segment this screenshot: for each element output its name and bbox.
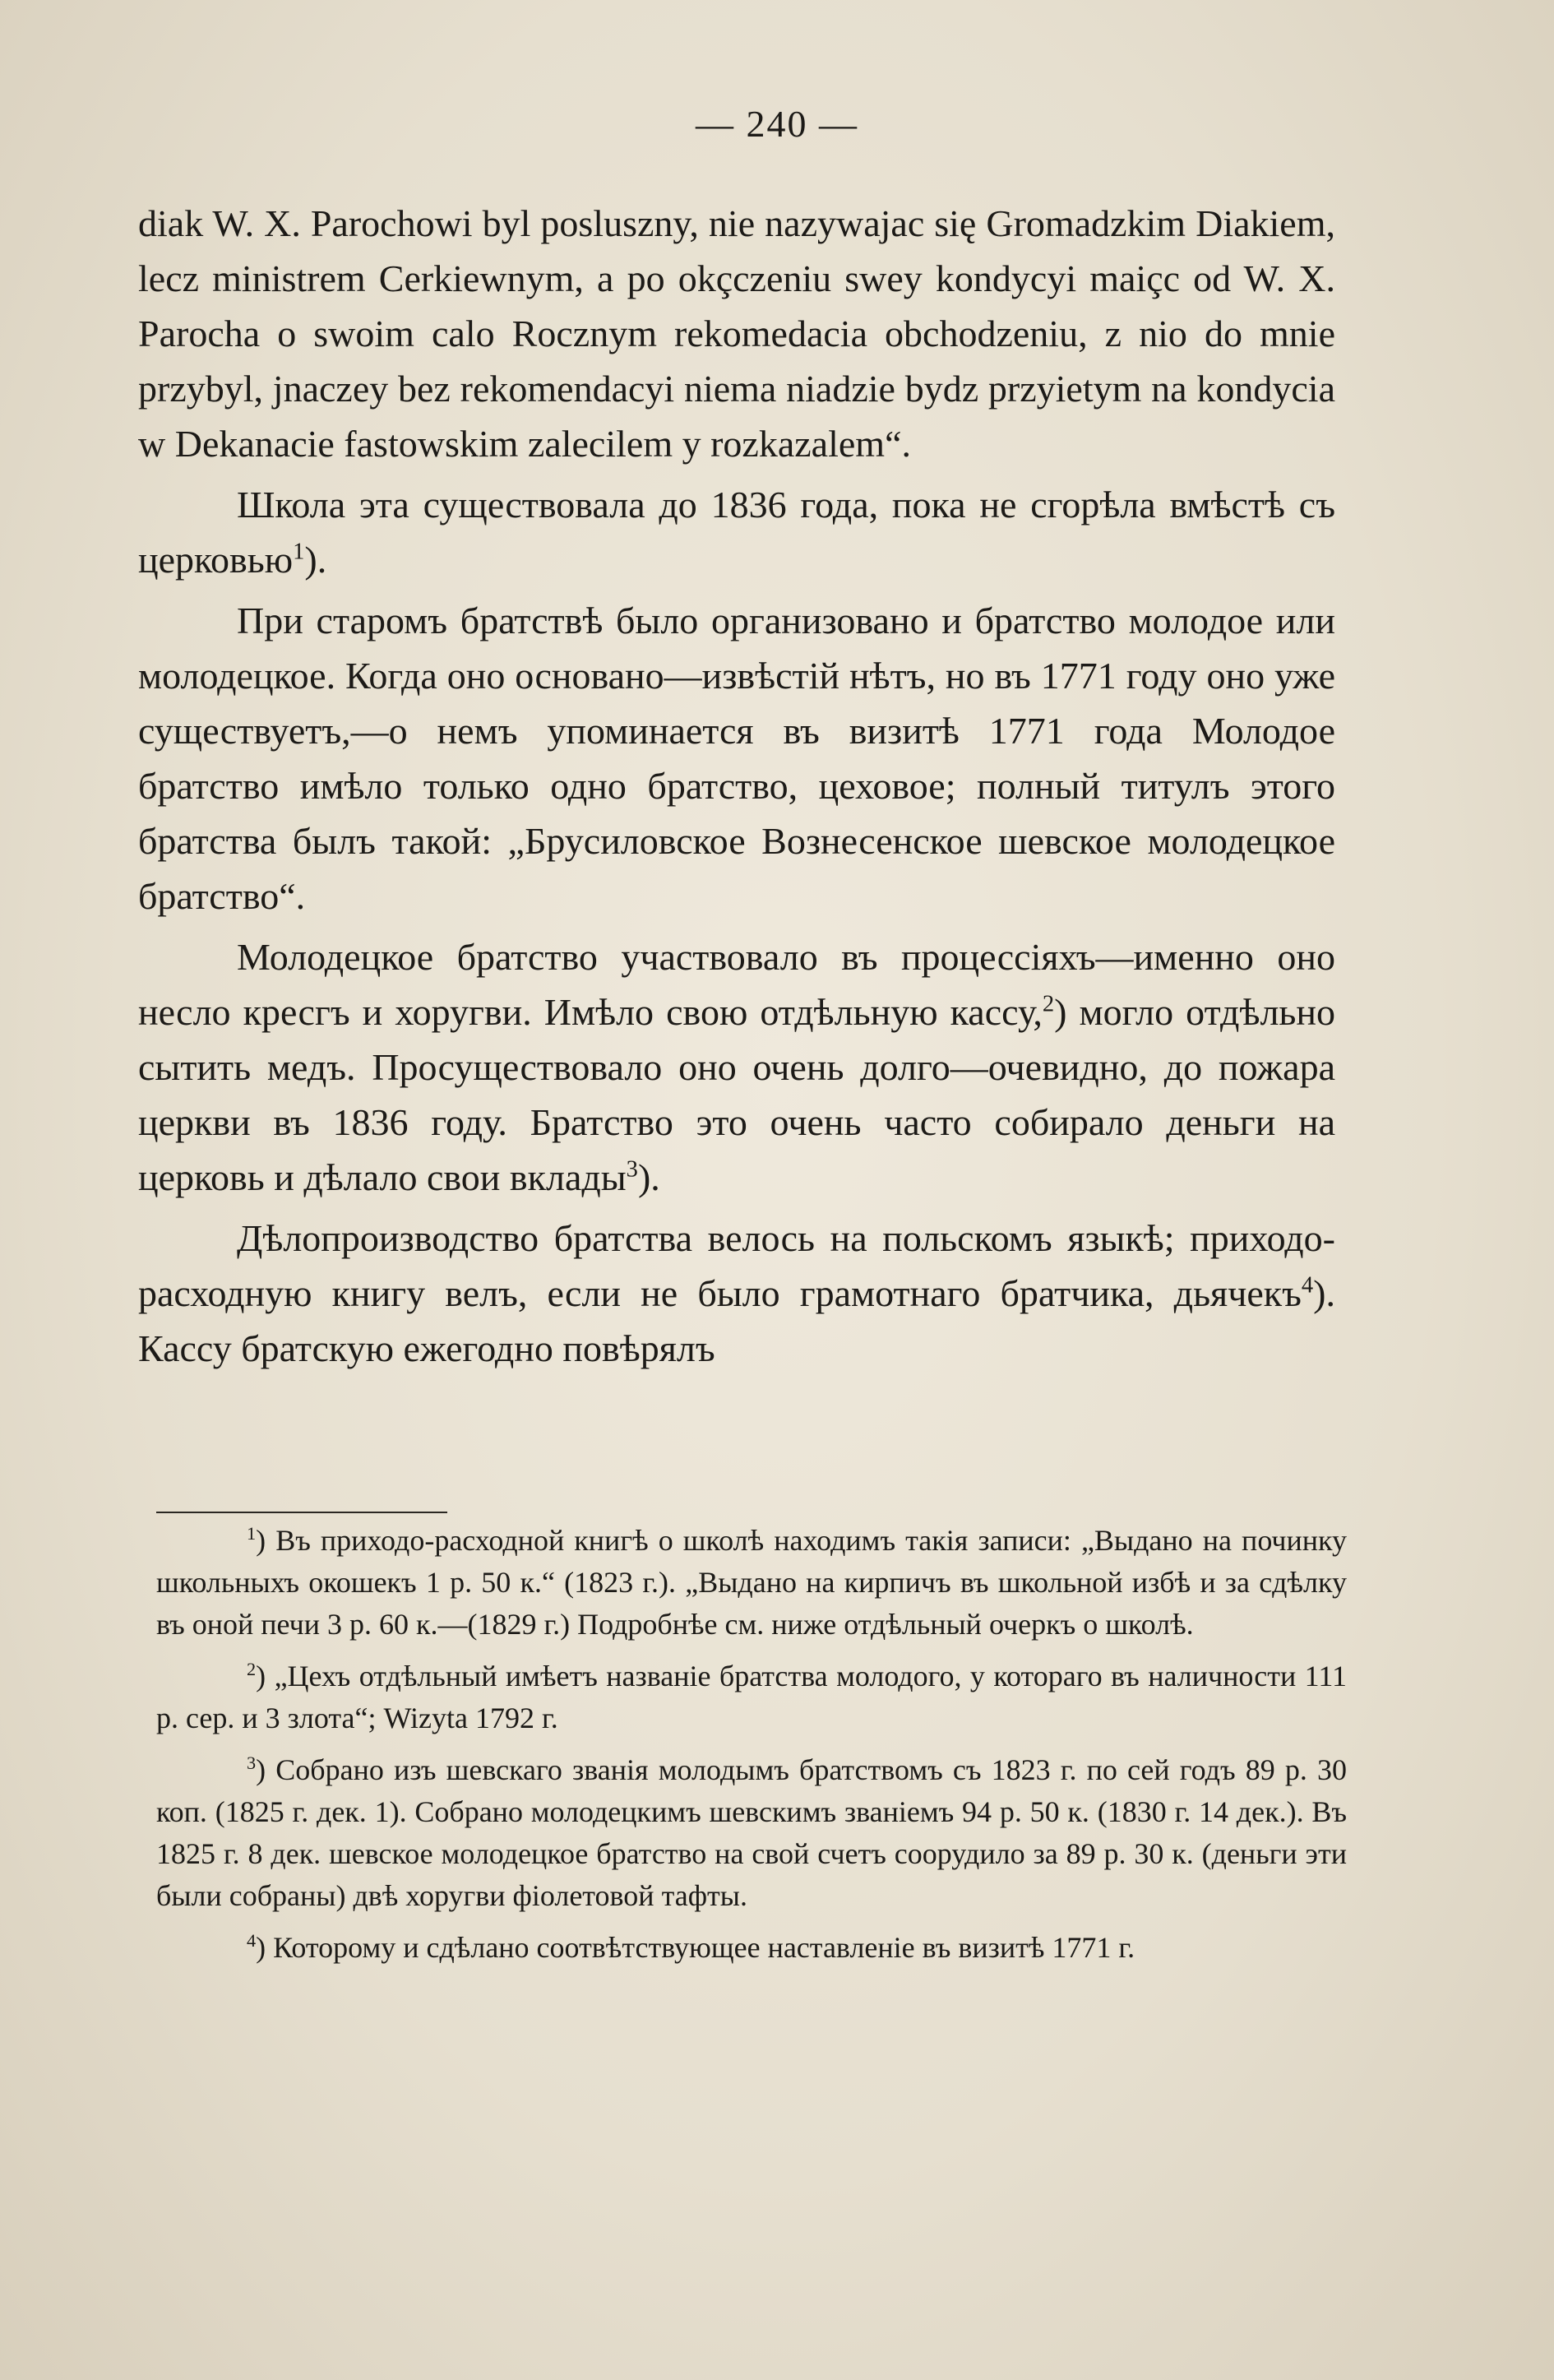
footnote-marker: 2: [247, 1659, 257, 1679]
paragraph-text: diak W. X. Parochowi byl posluszny, nie nazywajac się Gromadzkim Diakiem, lecz ministrem Cerkiewnym, a po okçczeniu swey kondycyi maiçc od W. X. Parocha o swoim calo Rocznym rekomedacia obchodzeniu, z nio do mnie przybyl, jnaczey bez rekomendacyi niema niadzie bydz przyietym na kondycia w Dekanacie fastowskim zalecilem y rozkazalem“.: [138, 202, 1335, 465]
footnote-text: ) Въ приходо-расходной книгѣ о школѣ находимъ такія записи: „Выдано на починку школьныхъ окошекъ 1 р. 50 к.“ (1823 г.). „Выдано на кирпичъ въ школьной избѣ и за сдѣлку въ оной печи 3 р. 60 к.—(1829 г.) Подробнѣе см. ниже отдѣльный очеркъ о школѣ.: [156, 1524, 1347, 1641]
footnote-text: ) Собрано изъ шевскаго званія молодымъ братствомъ съ 1823 г. по сей годъ 89 р. 30 коп. (1825 г. дек. 1). Собрано молодецкимъ шевскимъ званіемъ 94 р. 50 к. (1830 г. 14 дек.). Въ 1825 г. 8 дек. шевское молодецкое братство на свой счетъ соорудило за 89 р. 30 к. (деньги эти были собраны) двѣ хоругви фіолетовой тафты.: [156, 1753, 1347, 1912]
paragraph-text: При старомъ братствѣ было организовано и братство молодое или молодецкое. Когда оно основано—извѣстій нѣтъ, но въ 1771 году оно уже существуетъ,—о немъ упоминается въ визитѣ 1771 года Молодое братство имѣло только одно братство, цеховое; полный титулъ этого братства былъ такой: „Брусиловское Вознесенское шевское молодецкое братство“.: [138, 600, 1335, 917]
paragraph-text: Дѣлопроизводство братства велось на польскомъ языкѣ; приходо-расходную книгу велъ, если не было грамотнаго братчика, дьячекъ: [138, 1217, 1335, 1314]
main-text: [138, 196, 1335, 1382]
paragraph-text: ) могло отдѣльно сытить медъ. Просуществовало оно очень долго—очевидно, до пожара церкви въ 1836 году. Братство это очень часто собирало деньги на церковь и дѣлало свои вклады: [138, 991, 1335, 1198]
footnote-text: ) Которому и сдѣлано соотвѣтствующее наставленіе въ визитѣ 1771 г.: [256, 1931, 1135, 1964]
footnotes: [156, 1520, 1347, 1979]
paragraph-text: Школа эта существовала до 1836 года, пока не сгорѣла вмѣстѣ съ церковью: [138, 484, 1335, 581]
footnote-ref: 2: [1042, 991, 1055, 1017]
page-number: — 240 —: [696, 103, 858, 145]
paragraph-text: ). Кассу братскую ежегодно повѣрялъ: [138, 1272, 1335, 1369]
footnote: [156, 1749, 1347, 1917]
footnote-divider: [156, 1512, 447, 1513]
footnote-marker: 1: [247, 1523, 257, 1544]
footnote-ref: 4: [1301, 1272, 1314, 1299]
paragraph-text: ).: [304, 539, 327, 581]
paragraph: [138, 929, 1335, 1205]
footnote: [156, 1520, 1347, 1646]
footnote-text: ) „Цехъ отдѣльный имѣетъ названіе братства молодого, у котораго въ наличности 111 р. сер. и 3 злота“; Wizyta 1792 г.: [156, 1660, 1347, 1734]
paragraph: [138, 1211, 1335, 1376]
paragraph: [138, 477, 1335, 587]
footnote-ref: 1: [293, 539, 305, 565]
paragraph: [138, 593, 1335, 924]
footnote-marker: 4: [247, 1930, 257, 1951]
paragraph-text: ).: [637, 1156, 660, 1198]
paragraph: [138, 196, 1335, 471]
footnote: [156, 1927, 1347, 1969]
footnote-ref: 3: [626, 1156, 638, 1183]
footnote: [156, 1655, 1347, 1739]
footnote-marker: 3: [247, 1753, 257, 1773]
paragraph-text: Молодецкое братство участвовало въ процессіяхъ—именно оно несло кресгъ и хоругви. Имѣло свою отдѣльную кассу,: [138, 936, 1335, 1033]
